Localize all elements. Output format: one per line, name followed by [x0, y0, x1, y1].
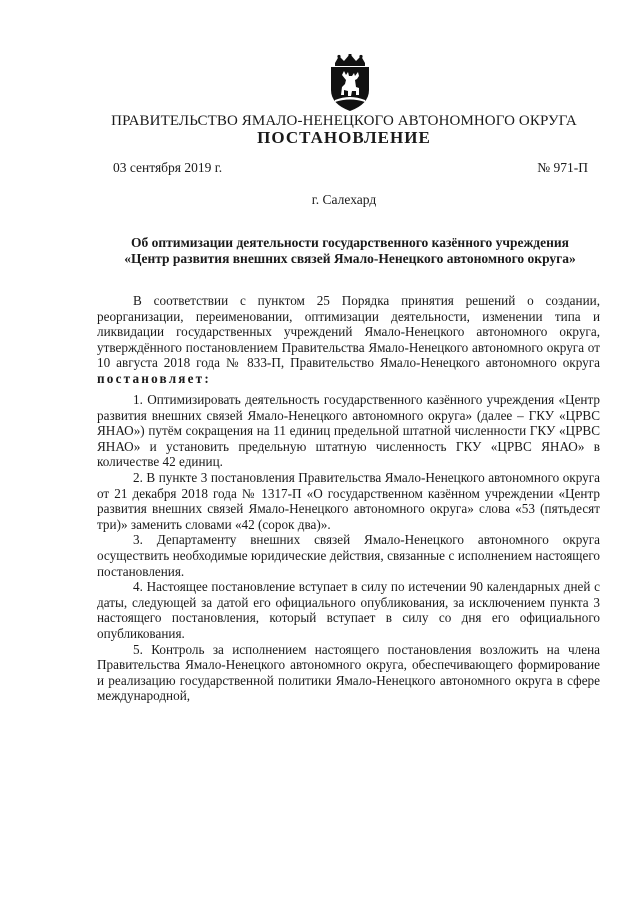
subject-line-1: Об оптимизации деятельности государственного казённого учреждения [131, 235, 569, 250]
document-subject [100, 235, 600, 267]
document-city: г. Салехард [311, 192, 377, 207]
document-number: № 971-П [537, 160, 588, 175]
document-date: 03 сентября 2019 г. [113, 160, 223, 175]
document-type: ПОСТАНОВЛЕНИЕ [257, 128, 431, 147]
resolution-item-3: 3. Департаменту внешних связей Ямало-Ненецкого автономного округа осуществить необходимые юридические действия, связанные с исполнением настоящего постановления. [97, 532, 600, 579]
resolution-item-2: 2. В пункте 3 постановления Правительства Ямало-Ненецкого автономного округа от 21 декабря 2018 года № 1317-П «О государственном казённом учреждении «Центр развития внешних связей Ямало-Ненецкого автономного округа» слова «53 (пятьдесят три)» заменить словами «42 (сорок два)». [97, 469, 600, 532]
resolution-item-5: 5. Контроль за исполнением настоящего постановления возложить на члена Правительства Ямало-Ненецкого автономного округа, обеспечивающего формирование и реализацию государственной политики Ямало-Ненецкого автономного округа в сфере международной, [97, 641, 600, 704]
resolution-items [97, 392, 600, 704]
government-title: ПРАВИТЕЛЬСТВО ЯМАЛО-НЕНЕЦКОГО АВТОНОМНОГО ОКРУГА [111, 113, 577, 129]
resolution-item-4: 4. Настоящее постановление вступает в силу по истечении 90 календарных дней с даты, следующей за датой его официального опубликования, за исключением пункта 3 настоящего постановления, который вступает в силу со дня его официального опубликования. [97, 579, 600, 641]
resolves-word: постановляет: [97, 370, 211, 386]
coat-of-arms-emblem [325, 54, 375, 112]
preamble-text: В соответствии с пунктом 25 Порядка принятия решений о создании, реорганизации, переименовании, оптимизации деятельности, изменении типа и ликвидации государственных учреждений Ямало-Ненецкого автономного округа, утверждённого постановлением Правительства Ямало-Ненецкого автономного округа от 10 августа 2018 года № 833-П, Правительство Ямало-Ненецкого автономного округа [97, 293, 600, 371]
preamble [97, 293, 600, 387]
resolution-item-1: 1. Оптимизировать деятельность государственного казённого учреждения «Центр развития внешних связей Ямало-Ненецкого автономного округа» (далее – ГКУ «ЦРВС ЯНАО») путём сокращения на 11 единиц предельной штатной численности ГКУ «ЦРВС ЯНАО» и установить предельную штатную численность ГКУ «ЦРВС ЯНАО» в количестве 42 единиц. [97, 392, 600, 470]
subject-line-2: «Центр развития внешних связей Ямало-Ненецкого автономного округа» [124, 251, 576, 266]
